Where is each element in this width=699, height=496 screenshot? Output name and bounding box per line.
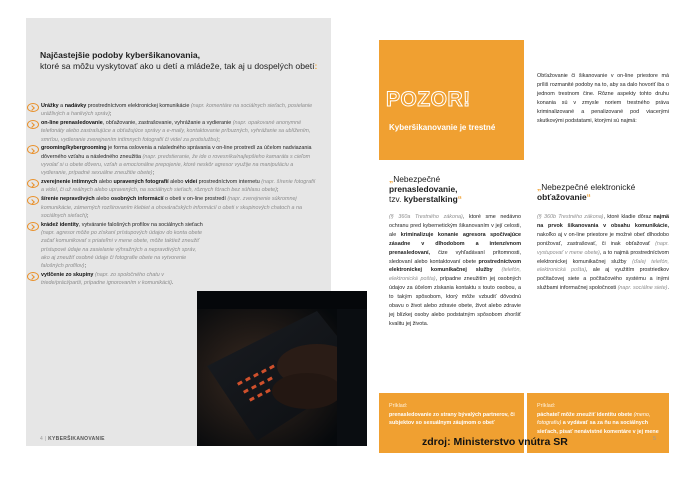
footer-separator: | [44, 436, 47, 442]
list-item [26, 144, 318, 177]
list-item [26, 119, 318, 144]
text-bold: prostredníctvom elektronickej komunikačnej služby [389, 258, 521, 274]
text-note: (ďalej telefón, elektronická pošta) [537, 258, 669, 274]
arrow-circle-icon [27, 120, 39, 129]
left-footer [40, 436, 105, 442]
left-title [40, 50, 320, 72]
item-text: o obeti v on-line prostredí [163, 196, 228, 203]
text-part: . [667, 285, 669, 292]
source-caption: zdroj: Ministerstvo vnútra SR [422, 436, 568, 448]
item-bold: osobných informácií [110, 196, 164, 203]
item-note: (napr. predstieranie, že ide o rovesníka/najlepšieho kamaráta s cieľom vyvolať si u obete dôveru, vzťah a emocionálne prepojenie, ktoré neskôr agresor využije na manipuláciu a vydieranie, prípadné sexuálne zneužitie obete) [41, 153, 311, 177]
item-bold: nadávky [64, 103, 87, 109]
example-note: (meno, fotografiu) [537, 411, 651, 427]
heading-line: tzv. kyberstalking [389, 194, 458, 204]
item-bold: šírenie nepravdivých [41, 196, 95, 203]
item-text: je forma oslovenia a následného správania v on-line prostredí za účelom nadviazania dôverného vzťahu a následného zneužitia [41, 145, 312, 160]
arrow-circle-icon [27, 145, 39, 154]
list-item [26, 271, 204, 288]
heading-line: Nebezpečné elektronické [541, 182, 636, 192]
footer-label: KYBERŠIKANOVANIE [48, 436, 105, 442]
quote-close: “ [457, 194, 462, 204]
item-text: alebo [94, 196, 111, 203]
text-note: (napr. sociálne siete) [617, 285, 668, 292]
example-text: prenasledovanie zo strany bývalých partnerov, či subjektov so sexuálnym záujmom o obeť [389, 411, 515, 427]
text-part: , prípadne zneužitím jej osobných údajov za účelom získania kontaktu s touto osobou, a to takým spôsobom, ktorý môže vzbudiť dôvodnú obavu o život alebo zdravie obete, život alebo zdravie jej blízkej osoby alebo podstatným spôsobom zhoršiť kvalitu jej života. [389, 276, 522, 327]
heading-line: obťažovanie [537, 192, 587, 202]
item-punct: ; [109, 111, 112, 118]
forms-list [26, 102, 318, 288]
item-punct: ; [84, 263, 86, 270]
law-reference: (§ 360a Trestného zákona) [389, 214, 463, 220]
text-part: , ktoré sme nedávno ochranu pred kybernetickým šikanovaním v její celosti, ale [389, 214, 522, 238]
right-page-number: 5 [653, 436, 657, 442]
item-bold: vytlčenie zo skupiny [41, 271, 94, 278]
arrow-circle-icon [27, 103, 39, 112]
heading-line: Nebezpečné [393, 174, 441, 184]
law-reference: (§ 360b Trestného zákona) [537, 214, 604, 220]
text-bold: kriminalizuje konanie agresora spočívajúce zásadne v dlhodobom a intenzívnom prenasledovaní, [389, 231, 521, 256]
item-punct: ; [152, 170, 154, 177]
stalking-text [389, 213, 521, 329]
hacker-keyboard-image [197, 291, 367, 446]
example-text: a vydávať sa za ňu na sociálnych sieťach, písať nenávistné komentáre v jej mene [537, 420, 659, 435]
pozor-subtitle: Kyberšikanovanie je trestné [389, 123, 496, 132]
item-text: , obťažovanie, zastrašovanie, vyhrážanie a vydieranie [102, 120, 233, 127]
example-label: Príklad: [537, 403, 556, 409]
list-item [26, 178, 318, 195]
item-bold: upravených fotografií [113, 179, 169, 186]
item-text: prostredníctvom internetu [197, 179, 262, 186]
arrow-circle-icon [27, 272, 39, 281]
item-bold: videí [184, 179, 198, 186]
text-bold: najmä na prvok šikanovania v obsahu komunikácie, [537, 214, 669, 229]
text-note: (telefón, elektronická pošta) [389, 267, 521, 283]
harassment-heading [537, 182, 677, 202]
item-note: (napr. šírenie fotografií a videí, či už reálnych alebo upravených, na sociálnych sieťach, rôznych fórach bez súhlasu obete) [41, 179, 316, 194]
item-punct: ; [218, 136, 220, 143]
item-text: prostredníctvom elektronickej komunikácie [86, 103, 191, 109]
item-text: alebo [168, 179, 185, 186]
example-text: páchateľ môže zneužiť identitu obete [537, 411, 634, 418]
text-note: (napr. vystupovať v mene obete) [537, 240, 669, 256]
item-punct: ; [276, 187, 279, 194]
left-page-number: 4 [40, 436, 44, 442]
arrow-circle-icon [27, 222, 39, 231]
pozor-heading: POZOR! [386, 88, 471, 111]
list-item [26, 221, 204, 271]
list-item [26, 102, 318, 119]
item-note: (napr. komentáre na sociálnych sieťach, posielanie urážlivých a hanlivých správ) [41, 103, 313, 118]
text-part: nakoľko aj v on-line priestore je možné obeť dlhodobo ponižovať, zastrašovať, či inak obťažovať [537, 231, 669, 247]
item-note: (napr. zverejnenie súkromnej komunikácie, zámerných rozširovaním klebiet a ohováračských informácií o obeti v skupinových chatoch a na sociálnych sieťach) [41, 196, 302, 219]
arrow-circle-icon [27, 196, 39, 205]
left-title-colon: : [314, 61, 318, 71]
heading-line: prenasledovanie, [389, 184, 458, 194]
text-part: čize vyhľadávaní prítomnosti, sledovaní alebo kontaktovaní obete [389, 249, 521, 265]
keyboard-photo [197, 291, 367, 446]
arrow-circle-icon [27, 179, 39, 188]
item-bold: zverejnenie intímnych [41, 179, 98, 186]
stalking-heading [389, 174, 529, 204]
item-text: a [58, 103, 65, 109]
item-text: alebo [97, 179, 114, 186]
harassment-text [537, 213, 669, 293]
item-note: (napr. zo spoločného chatu v triede/práci/partii, prípadne ignorovaním v komunikácii) [41, 271, 172, 287]
item-bold: krádež identity [41, 221, 79, 228]
quote-open: „ [389, 174, 394, 184]
item-bold: Urážky [41, 103, 59, 109]
item-note: (napr. opakované anonymné telefonáty alebo zastrašujúce a obťažujúce správy a e-maily, kontaktovanie príbuzných, vyhrážanie sa ublížením, smrťou, vydieranie zverejnením intímnych fotografií či videí za protislužbu) [41, 120, 311, 143]
quote-close: “ [586, 192, 591, 202]
item-text: , vytváranie falošných profilov na sociálnych sieťach [78, 221, 203, 228]
text-part: , ale aj využitím prostriedkov počítačovej siete a počítačového systému a inými službami informačnej spoločnosti [537, 267, 669, 292]
quote-open: „ [537, 182, 542, 192]
left-title-rest: ktoré sa môžu vyskytovať ako u detí a mládeže, tak aj u dospelých obetí [40, 61, 315, 71]
list-item [26, 195, 318, 220]
left-title-bold: Najčastejšie podoby kyberšikanovania, [40, 50, 201, 60]
item-note: (napr. agresor môže po získaní prístupových údajov do konta obete začať komunikovať s priateľmi v mene obete, môže taktiež zneužiť prístupové údaje na zasielanie výhražných a nepravdivých správ, ako aj zneužiť osobné údaje či fotografie obete na vytvorenie falošných profilov) [41, 229, 203, 270]
item-bold: grooming/kybergrooming [41, 145, 107, 152]
item-punct: . [171, 280, 174, 287]
intro-paragraph: Obťažovanie či šikanovanie v on-line priestore má príliš rozmanité podoby na to, aby sa dalo hovoriť iba o jednom trestnom čine. Rôzne aspekty tohto druhu konania sú v zmysle noriem trestného práva kriminalizované a penalizované pod viacerými skutkovými podstatami, ktorými sú najmä: [537, 73, 669, 124]
text-part: , a to najmä prostredníctvom elektronickej komunikačnej služby [537, 249, 670, 265]
item-bold: on-line prenasledovanie [41, 120, 103, 127]
item-punct: ; [86, 212, 89, 219]
text-part: , ktoré kladie dôraz [603, 214, 654, 220]
example-label: Príklad: [389, 403, 408, 409]
